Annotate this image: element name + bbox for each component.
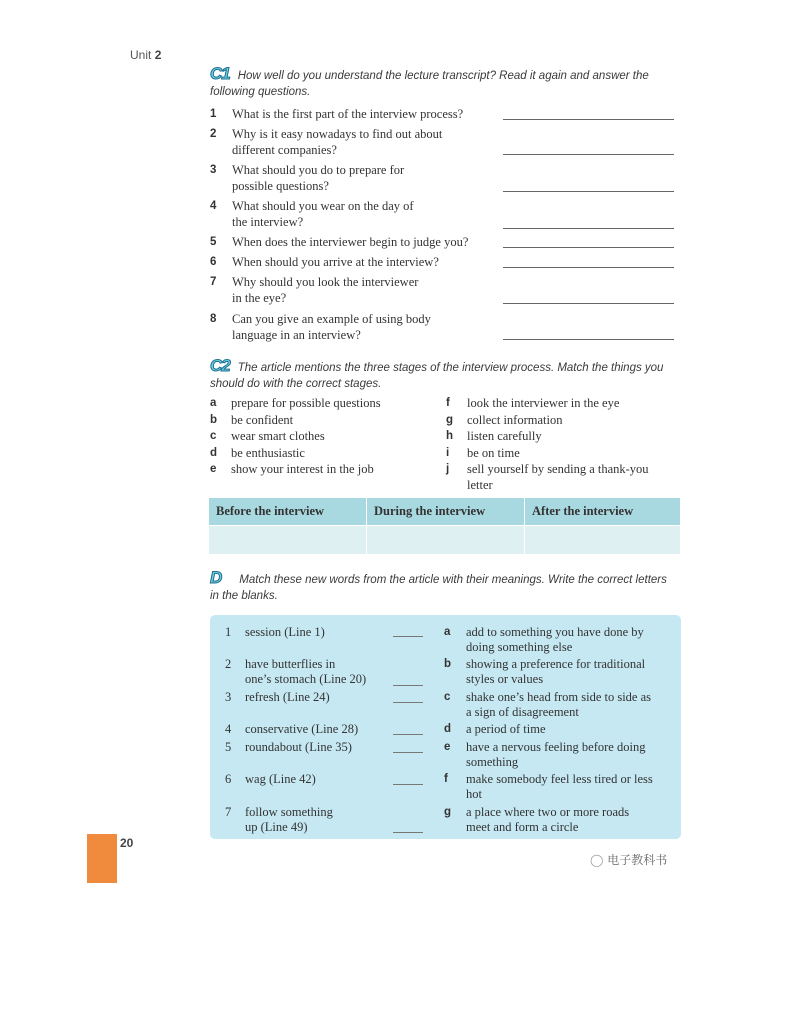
question-text: What is the first part of the interview process? [232,107,464,121]
word-text: conservative (Line 28) [245,722,359,736]
item-text: show your interest in the job [231,462,374,476]
meaning-letter: d [444,723,452,735]
question-number: 7 [210,276,217,288]
word-number: 3 [225,690,232,704]
item-text: look the interviewer in the eye [467,396,620,410]
c2-instruction [210,358,680,392]
question-text: Why should you look the interviewer [232,275,419,289]
item-letter: b [210,414,218,426]
meaning-text: showing a preference for traditional [466,657,646,671]
answer-cell-before[interactable] [209,526,367,555]
stages-answer-row [209,526,681,555]
c1-instruction-line1: How well do you understand the lecture transcript? Read it again and answer the [237,70,649,82]
question-number: 8 [210,313,217,325]
meaning-text: a period of time [466,722,546,736]
header-during: During the interview [367,498,525,526]
header-before: Before the interview [209,498,367,526]
question-text-cont: possible questions? [232,179,329,193]
item-letter: j [446,463,450,475]
question-number: 6 [210,256,217,268]
item-text: be confident [231,413,294,427]
word-text: follow something [245,805,333,819]
c1-badge: C1 [210,64,230,83]
answer-cell-during[interactable] [367,526,525,555]
meaning-text-cont: doing something else [466,640,573,654]
word-number: 4 [225,722,232,736]
question-text-cont: in the eye? [232,291,287,305]
meaning-letter: a [444,626,451,638]
page-tab-accent [87,834,117,883]
word-number: 7 [225,805,232,819]
word-text: wag (Line 42) [245,772,316,786]
wechat-icon: ◯ [590,853,604,867]
blank-4[interactable] [393,734,423,735]
answer-line-4[interactable] [503,228,674,229]
answer-cell-after[interactable] [525,526,681,555]
question-number: 4 [210,200,217,212]
meaning-text: shake one’s head from side to side as [466,690,652,704]
question-text-cont: the interview? [232,215,304,229]
meaning-letter: c [444,691,451,703]
stages-header-row [209,498,681,526]
unit-label [130,48,161,62]
answer-line-5[interactable] [503,247,674,248]
page-number: 20 [120,836,134,850]
question-text: Can you give an example of using body [232,312,431,326]
d-instruction-line1: Match these new words from the article with their meanings. Write the correct letters [239,574,667,586]
meaning-text: add to something you have done by [466,625,644,639]
unit-number: 2 [154,48,162,62]
meaning-text-cont: a sign of disagreement [466,705,579,719]
question-text: What should you wear on the day of [232,199,414,213]
watermark [590,851,667,868]
question-number: 3 [210,164,217,176]
word-text-cont: up (Line 49) [245,820,308,834]
item-text: collect information [467,413,563,427]
blank-3[interactable] [393,702,423,703]
c2-badge: C2 [210,356,230,375]
meaning-text-cont: meet and form a circle [466,820,579,834]
word-number: 6 [225,772,232,786]
item-letter: e [210,463,217,475]
meaning-text-cont: hot [466,787,482,801]
c2-instruction-line1: The article mentions the three stages of the interview process. Match the things you [237,362,664,374]
word-text-cont: one’s stomach (Line 20) [245,672,367,686]
word-text: roundabout (Line 35) [245,740,352,754]
blank-2[interactable] [393,685,423,686]
question-text: What should you do to prepare for [232,163,405,177]
word-number: 5 [225,740,232,754]
question-number: 2 [210,128,217,140]
question-text: When should you arrive at the interview? [232,255,439,269]
word-text: session (Line 1) [245,625,325,639]
item-text: prepare for possible questions [231,396,381,410]
d-instruction [210,570,680,604]
blank-1[interactable] [393,636,423,637]
question-text: Why is it easy nowadays to find out about [232,127,443,141]
item-letter: a [210,397,217,409]
c1-instruction-line2: following questions. [210,86,311,98]
word-number: 1 [225,625,232,639]
watermark-text: 电子教科书 [607,853,668,867]
meaning-text: have a nervous feeling before doing [466,740,646,754]
item-text: wear smart clothes [231,429,325,443]
blank-6[interactable] [393,784,423,785]
meaning-text: a place where two or more roads [466,805,630,819]
question-number: 5 [210,236,217,248]
word-text: refresh (Line 24) [245,690,330,704]
question-text-cont: language in an interview? [232,328,361,342]
blank-5[interactable] [393,752,423,753]
meaning-text-cont: styles or values [466,672,544,686]
header-after: After the interview [525,498,681,526]
item-letter: h [446,430,454,442]
item-text: be enthusiastic [231,446,305,460]
c2-instruction-line2: should do with the correct stages. [210,378,382,390]
d-instruction-line2: in the blanks. [210,590,278,602]
c1-instruction [210,66,680,100]
d-badge: D [210,568,222,587]
blank-7[interactable] [393,832,423,833]
item-letter: i [446,447,450,459]
item-letter: d [210,447,218,459]
item-text: listen carefully [467,429,542,443]
item-text: be on time [467,446,520,460]
item-text-cont: letter [467,478,493,492]
meaning-letter: b [444,658,452,670]
item-text: sell yourself by sending a thank-you [467,462,649,476]
meaning-letter: e [444,741,451,753]
meaning-text-cont: something [466,755,519,769]
question-text: When does the interviewer begin to judge you? [232,235,469,249]
item-letter: f [446,397,450,409]
answer-line-3[interactable] [503,191,674,192]
item-letter: g [446,414,454,426]
unit-text: Unit [130,48,152,62]
meaning-letter: f [444,773,448,785]
question-number: 1 [210,108,217,120]
answer-line-7[interactable] [503,303,674,304]
answer-line-8[interactable] [503,339,674,340]
answer-line-1[interactable] [503,119,674,120]
meaning-letter: g [444,806,452,818]
question-text-cont: different companies? [232,143,337,157]
stages-table [209,498,681,554]
item-letter: c [210,430,217,442]
answer-line-2[interactable] [503,154,674,155]
meaning-text: make somebody feel less tired or less [466,772,653,786]
word-number: 2 [225,657,232,671]
answer-line-6[interactable] [503,267,674,268]
word-text: have butterflies in [245,657,336,671]
